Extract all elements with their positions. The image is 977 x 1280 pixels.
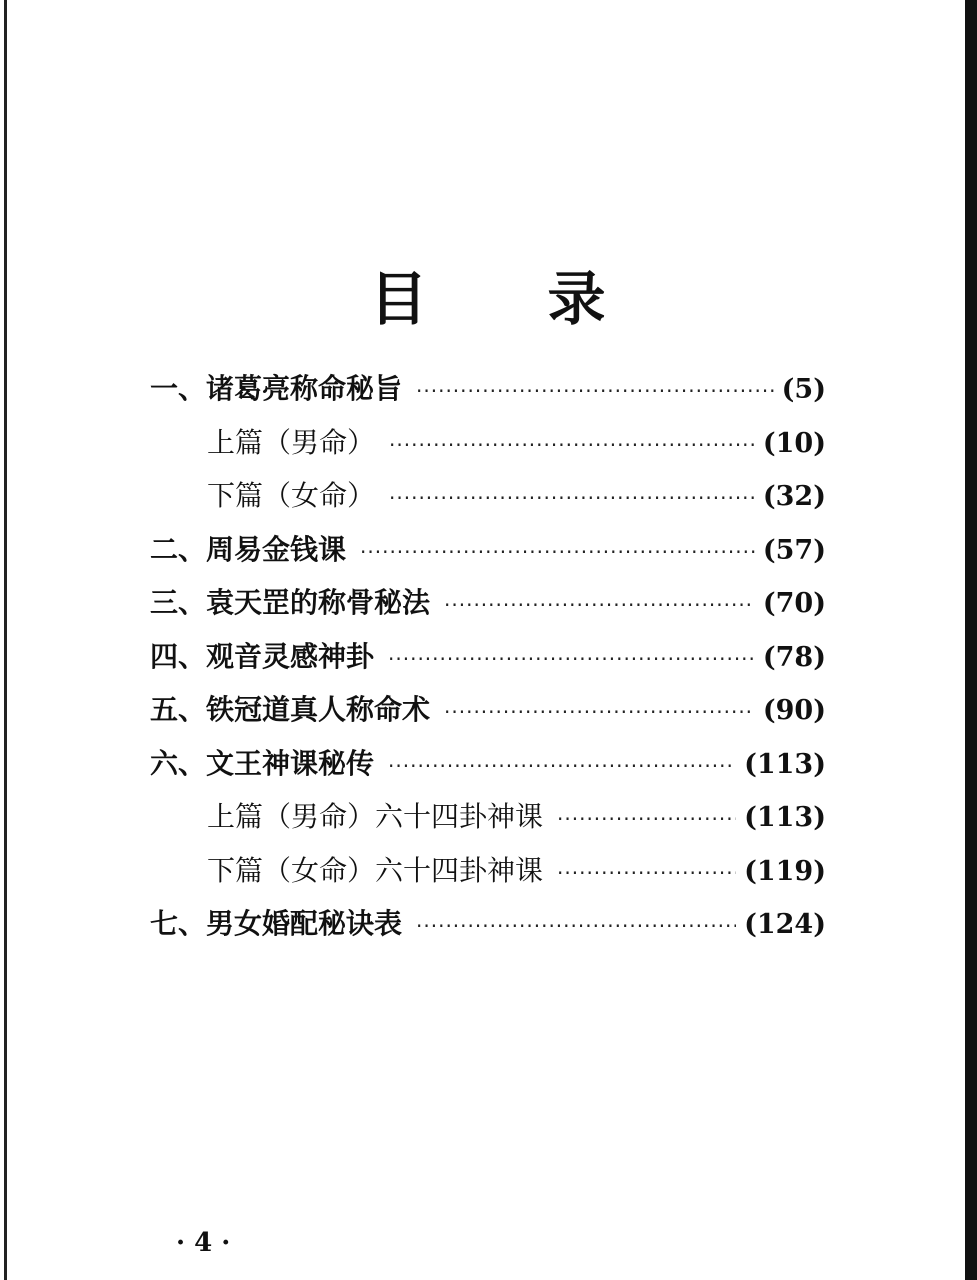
toc-entry-page: (124) (744, 909, 826, 940)
toc-entry-page: (119) (744, 855, 826, 887)
page-edge-right (965, 0, 977, 1280)
toc-entry-label: 二、周易金钱课 (150, 532, 347, 566)
leader-dots (416, 365, 774, 418)
toc-entry-page: (5) (781, 374, 826, 405)
toc-entry-page: (90) (762, 695, 826, 726)
toc-entry[interactable] (150, 737, 826, 791)
toc-entry-label: 四、观音灵感神卦 (150, 639, 375, 673)
leader-dots (389, 419, 755, 472)
title-char-2: 录 (547, 265, 608, 333)
leader-dots (557, 847, 736, 900)
leader-dots (388, 633, 755, 686)
toc-entry-page: (78) (762, 641, 826, 673)
toc-entry[interactable] (150, 844, 826, 898)
toc-entry-page: (10) (762, 427, 826, 459)
page-edge-left (4, 0, 7, 1280)
toc-entry-label: 下篇（女命）六十四卦神课 (207, 853, 544, 887)
toc-entry[interactable] (150, 630, 826, 684)
leader-dots (389, 472, 755, 525)
page-title (0, 252, 977, 336)
table-of-contents (150, 362, 826, 951)
toc-entry[interactable] (150, 897, 826, 951)
toc-entry[interactable] (150, 416, 826, 470)
page-number: · 4 · (176, 1228, 231, 1258)
leader-dots (444, 686, 755, 739)
leader-dots (557, 793, 736, 846)
toc-entry[interactable] (150, 523, 826, 577)
toc-entry-page: (32) (762, 481, 826, 512)
toc-entry[interactable] (150, 576, 826, 630)
leader-dots (416, 900, 736, 953)
toc-entry-label: 上篇（男命）六十四卦神课 (207, 800, 544, 833)
toc-entry-label: 三、袁天罡的称骨秘法 (150, 586, 431, 619)
toc-entry-page: (113) (744, 748, 826, 780)
toc-entry[interactable] (150, 469, 826, 523)
toc-entry-page: (113) (744, 802, 826, 833)
leader-dots (388, 740, 736, 793)
toc-entry-page: (70) (762, 588, 826, 619)
toc-entry[interactable] (150, 683, 826, 737)
leader-dots (360, 526, 755, 579)
toc-entry-label: 上篇（男命） (207, 425, 376, 459)
toc-entry-label: 七、男女婚配秘诀表 (150, 907, 403, 940)
toc-entry-label: 下篇（女命） (207, 479, 376, 512)
leader-dots (444, 579, 755, 632)
toc-entry-label: 六、文王神课秘传 (150, 746, 375, 780)
toc-entry-label: 一、诸葛亮称命秘旨 (150, 372, 403, 405)
title-char-1: 目 (369, 265, 430, 333)
toc-entry[interactable] (150, 790, 826, 844)
toc-entry-page: (57) (762, 534, 826, 566)
toc-entry[interactable] (150, 362, 826, 416)
toc-entry-label: 五、铁冠道真人称命术 (150, 693, 431, 726)
